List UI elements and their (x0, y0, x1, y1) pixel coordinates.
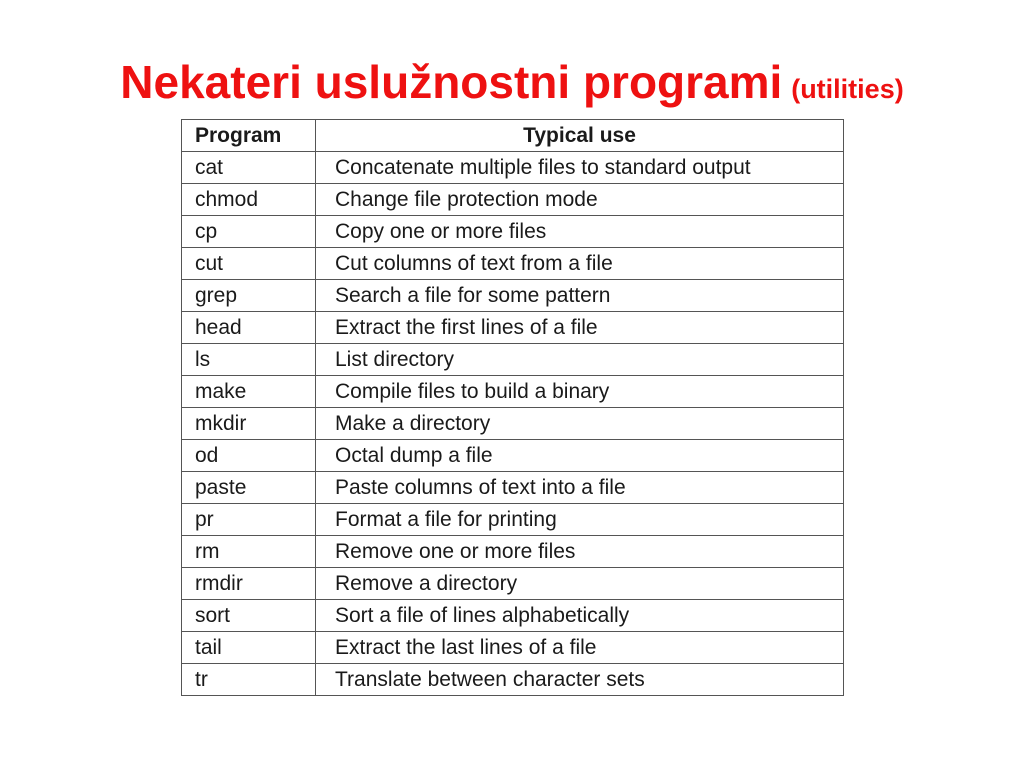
table-row (182, 344, 844, 376)
table-row (182, 408, 844, 440)
use-cell: Translate between character sets (316, 664, 844, 696)
table-row (182, 568, 844, 600)
table-row (182, 248, 844, 280)
table-header-row (182, 120, 844, 152)
header-typical-use: Typical use (316, 120, 844, 152)
table-row (182, 440, 844, 472)
header-program: Program (182, 120, 316, 152)
use-cell: Change file protection mode (316, 184, 844, 216)
table-row (182, 280, 844, 312)
use-cell: Remove one or more files (316, 536, 844, 568)
use-cell: Octal dump a file (316, 440, 844, 472)
table-row (182, 376, 844, 408)
table-row (182, 600, 844, 632)
program-cell: make (182, 376, 316, 408)
table-row (182, 664, 844, 696)
slide-title (0, 56, 1024, 109)
use-cell: Extract the last lines of a file (316, 632, 844, 664)
table-body (182, 152, 844, 696)
table-row (182, 216, 844, 248)
slide-title-main: Nekateri uslužnostni programi (120, 56, 783, 109)
program-cell: chmod (182, 184, 316, 216)
program-cell: cut (182, 248, 316, 280)
table-row (182, 536, 844, 568)
program-cell: cp (182, 216, 316, 248)
program-cell: grep (182, 280, 316, 312)
utilities-table (181, 119, 844, 696)
use-cell: Copy one or more files (316, 216, 844, 248)
slide-title-subtitle: (utilities) (791, 74, 904, 105)
program-cell: head (182, 312, 316, 344)
use-cell: List directory (316, 344, 844, 376)
program-cell: mkdir (182, 408, 316, 440)
program-cell: rm (182, 536, 316, 568)
table-row (182, 472, 844, 504)
program-cell: od (182, 440, 316, 472)
use-cell: Remove a directory (316, 568, 844, 600)
program-cell: paste (182, 472, 316, 504)
program-cell: sort (182, 600, 316, 632)
use-cell: Cut columns of text from a file (316, 248, 844, 280)
use-cell: Search a file for some pattern (316, 280, 844, 312)
table-row (182, 184, 844, 216)
program-cell: pr (182, 504, 316, 536)
use-cell: Extract the first lines of a file (316, 312, 844, 344)
program-cell: tr (182, 664, 316, 696)
table-row (182, 152, 844, 184)
use-cell: Sort a file of lines alphabetically (316, 600, 844, 632)
use-cell: Format a file for printing (316, 504, 844, 536)
use-cell: Concatenate multiple files to standard output (316, 152, 844, 184)
program-cell: ls (182, 344, 316, 376)
use-cell: Compile files to build a binary (316, 376, 844, 408)
use-cell: Paste columns of text into a file (316, 472, 844, 504)
program-cell: rmdir (182, 568, 316, 600)
use-cell: Make a directory (316, 408, 844, 440)
table-row (182, 632, 844, 664)
program-cell: tail (182, 632, 316, 664)
table-row (182, 504, 844, 536)
table-row (182, 312, 844, 344)
program-cell: cat (182, 152, 316, 184)
